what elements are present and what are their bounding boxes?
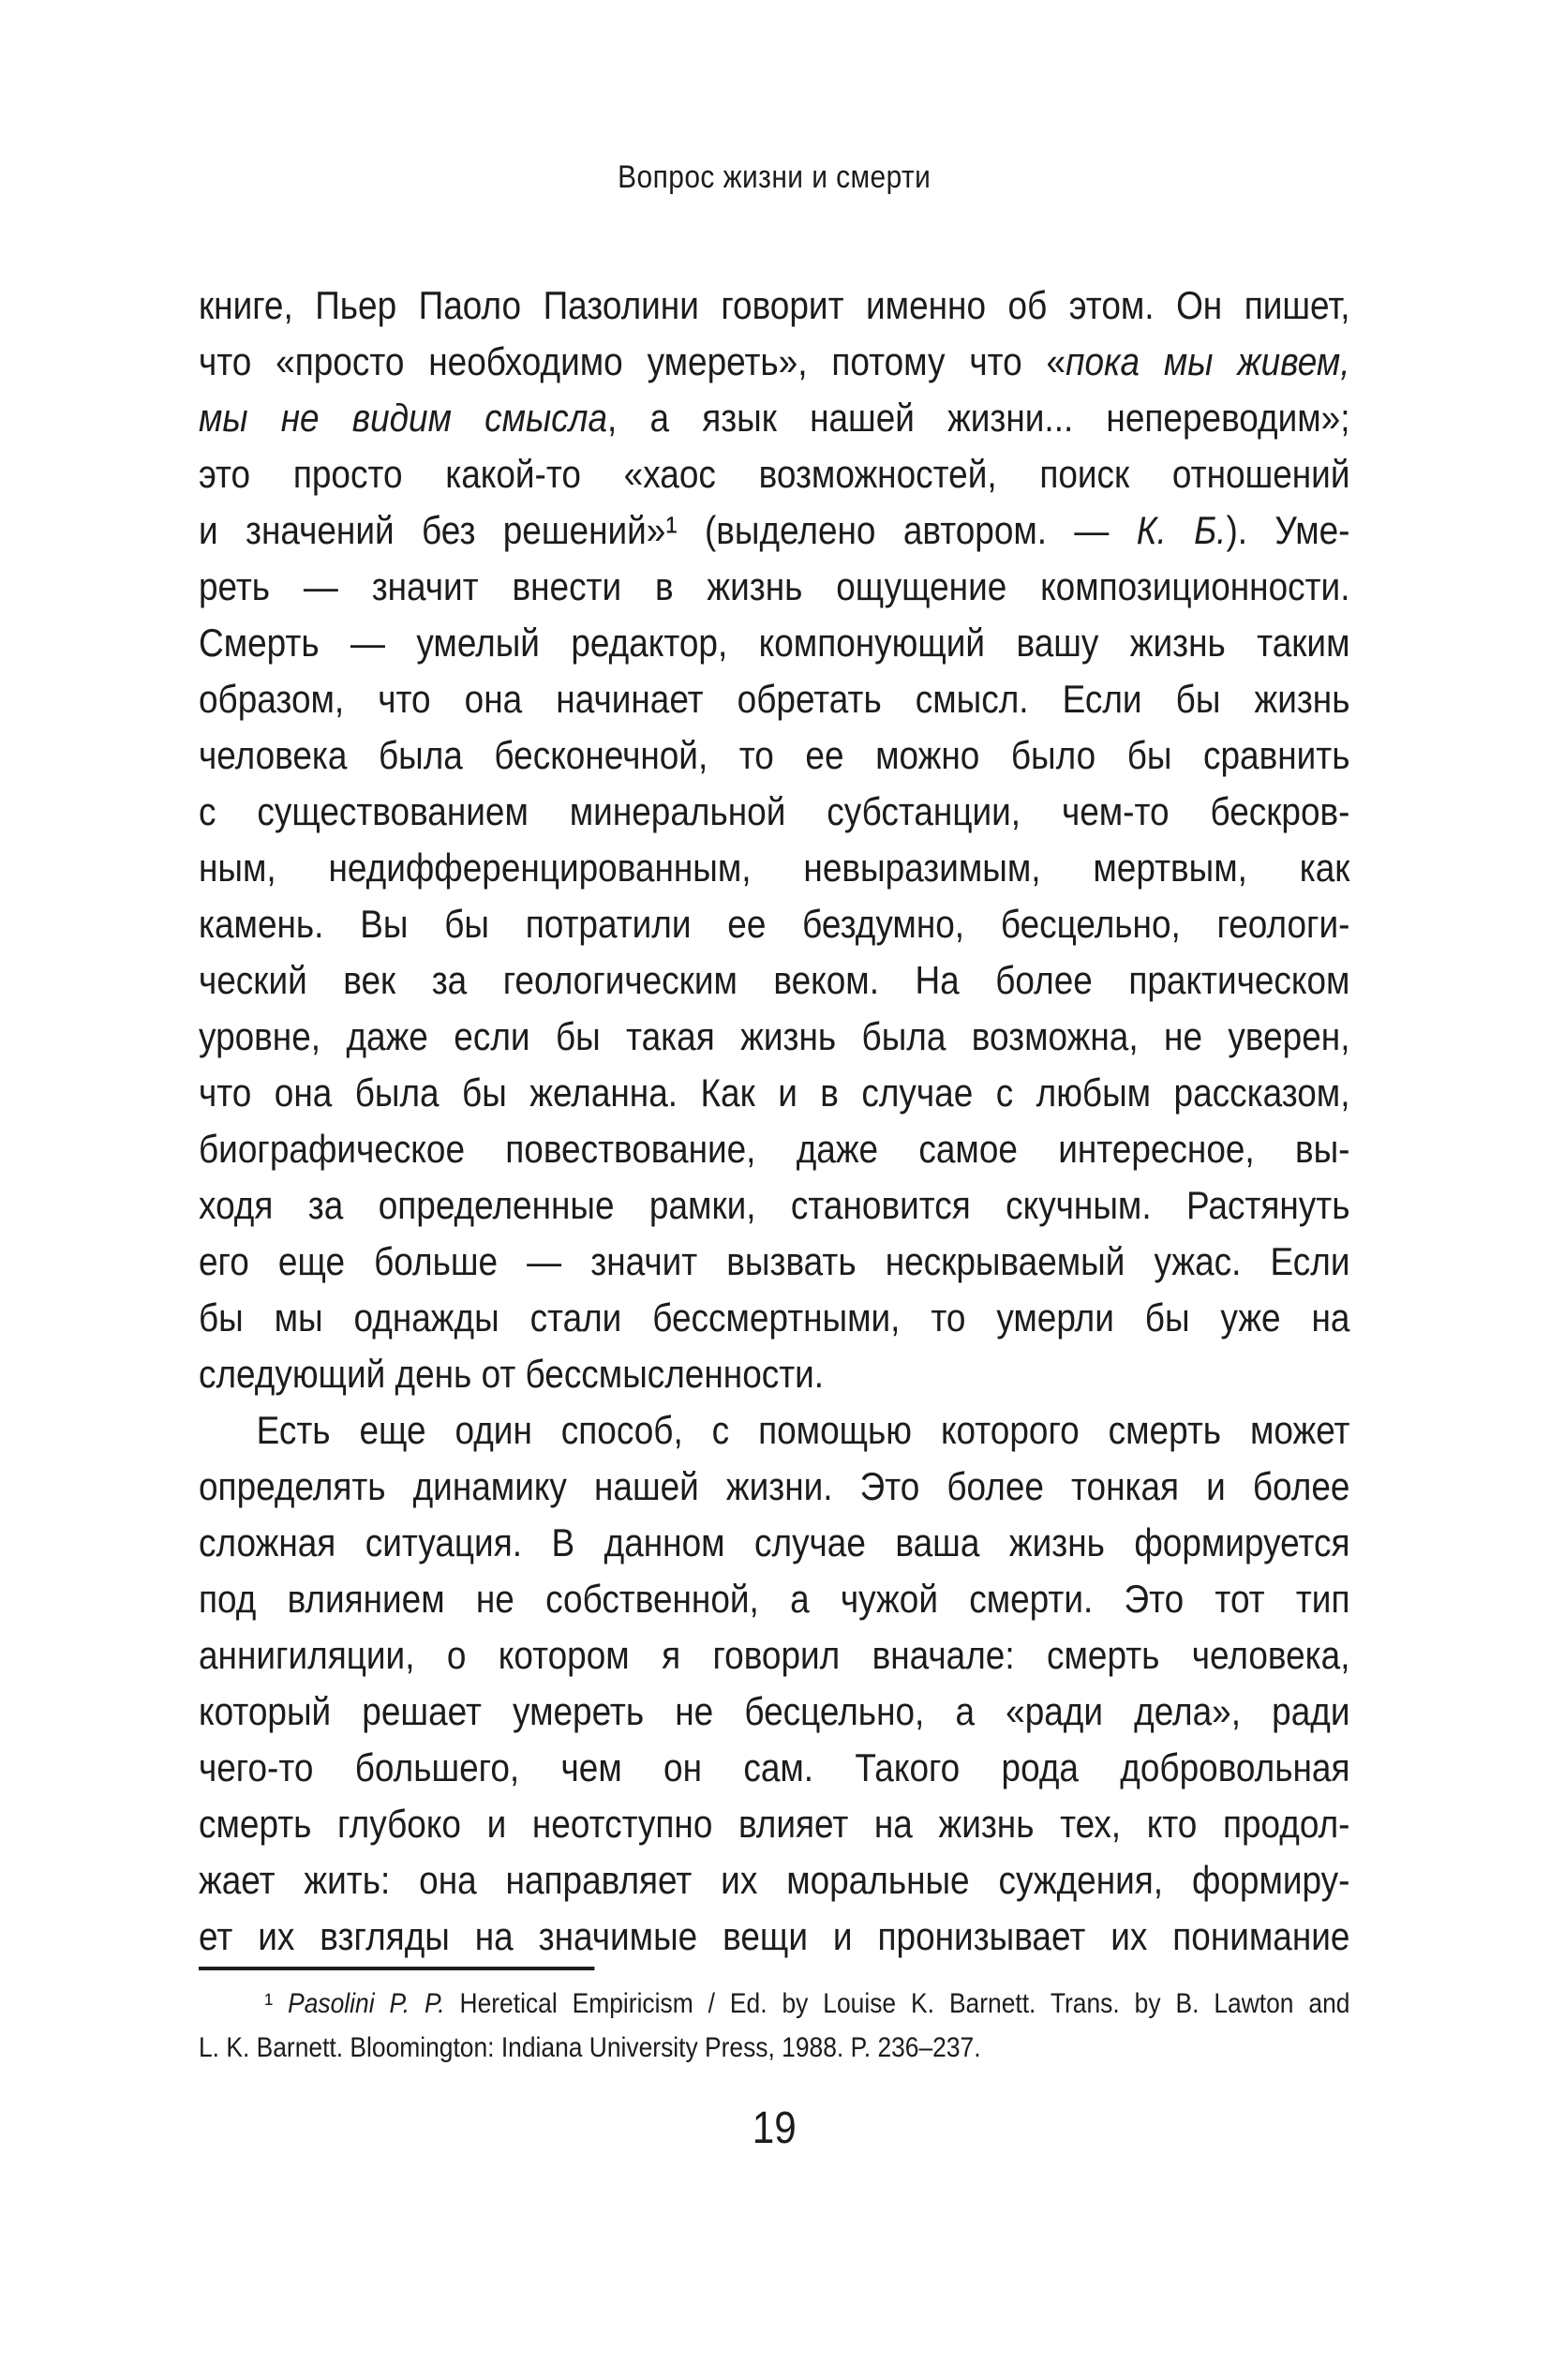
- text-segment: Смерть — умелый редактор, компонующий вашу жизнь таким: [199, 621, 1350, 665]
- text-line: [199, 1515, 1349, 1571]
- text-line: [199, 1982, 1349, 2026]
- text-line: [199, 502, 1349, 559]
- text-segment: ным, недифференцированным, невыразимым, мертвым, как: [199, 846, 1350, 890]
- text-line: [199, 1290, 1349, 1346]
- text-segment: биографическое повествование, даже самое интересное, вы-: [199, 1127, 1350, 1171]
- footnote-rule: [199, 1967, 594, 1970]
- text-line: [199, 727, 1349, 784]
- text-segment: ¹: [264, 1988, 289, 2019]
- text-segment: Есть еще один способ, с помощью которого смерть может: [256, 1408, 1350, 1452]
- text-line: [199, 390, 1349, 446]
- text-segment: уровне, даже если бы такая жизнь была возможна, не уверен,: [199, 1014, 1350, 1058]
- text-segment: человека была бесконечной, то ее можно было бы сравнить: [199, 733, 1350, 777]
- text-segment: что она была бы желанна. Как и в случае с любым рассказом,: [199, 1070, 1350, 1115]
- italic-text-segment: К. Б.: [1136, 508, 1227, 552]
- footnote-text: [199, 1982, 1349, 2070]
- text-line: [199, 1852, 1349, 1908]
- text-line: [199, 1459, 1349, 1515]
- text-segment: жает жить: она направляет их моральные суждения, формиру-: [199, 1858, 1350, 1902]
- text-segment: книге, Пьер Паоло Пазолини говорит именно об этом. Он пишет,: [199, 283, 1350, 327]
- italic-text-segment: мы не видим смысла: [199, 396, 608, 440]
- italic-text-segment: Pasolini P. P.: [288, 1988, 445, 2019]
- text-segment: с существованием минеральной субстанции, чем-то бескров-: [199, 789, 1350, 833]
- text-column: [199, 0, 1349, 2380]
- text-segment: реть — значит внести в жизнь ощущение композиционности.: [199, 564, 1350, 608]
- text-line: [199, 1121, 1349, 1177]
- text-line: [199, 446, 1349, 502]
- text-segment: , а язык нашей жизни... непереводим»;: [607, 396, 1350, 440]
- text-line: [199, 615, 1349, 671]
- text-segment: что «просто необходимо умереть», потому что «: [199, 339, 1066, 383]
- text-line: [199, 1796, 1349, 1852]
- text-segment: который решает умереть не бесцельно, а «ради дела», ради: [199, 1689, 1350, 1733]
- text-line: [199, 952, 1349, 1009]
- text-line: [199, 840, 1349, 896]
- text-segment: камень. Вы бы потратили ее бездумно, бесцельно, геологи-: [199, 902, 1350, 946]
- text-segment: ет их взгляды на значимые вещи и пронизывает их понимание: [199, 1914, 1350, 1958]
- text-line: [199, 559, 1349, 615]
- text-line: [199, 2026, 1349, 2070]
- text-segment: Heretical Empiricism / Ed. by Louise K. Barnett. Trans. by B. Lawton and: [444, 1988, 1350, 2019]
- text-line: [199, 1346, 1349, 1402]
- text-segment: ходя за определенные рамки, становится скучным. Растянуть: [199, 1183, 1350, 1227]
- text-segment: определять динамику нашей жизни. Это более тонкая и более: [199, 1464, 1350, 1508]
- text-line: [199, 896, 1349, 952]
- text-segment: ). Уме-: [1226, 508, 1350, 552]
- paragraph: [199, 1402, 1349, 1965]
- text-segment: аннигиляции, о котором я говорил вначале: смерть человека,: [199, 1633, 1350, 1677]
- text-line: [199, 1234, 1349, 1290]
- text-line: [199, 1684, 1349, 1740]
- text-segment: сложная ситуация. В данном случае ваша жизнь формируется: [199, 1520, 1350, 1564]
- text-segment: ческий век за геологическим веком. На более практическом: [199, 958, 1350, 1002]
- text-segment: бы мы однажды стали бессмертными, то умерли бы уже на: [199, 1295, 1350, 1340]
- text-segment: это просто какой-то «хаос возможностей, поиск отношений: [199, 452, 1350, 496]
- text-line: [199, 1402, 1349, 1459]
- text-segment: под влиянием не собственной, а чужой смерти. Это тот тип: [199, 1577, 1350, 1621]
- text-line: [199, 1009, 1349, 1065]
- text-segment: следующий день от бессмысленности.: [199, 1352, 825, 1396]
- text-segment: смерть глубоко и неотступно влияет на жизнь тех, кто продол-: [199, 1802, 1350, 1846]
- text-line: [199, 1908, 1349, 1965]
- text-segment: и значений без решений»¹ (выделено автором. —: [199, 508, 1137, 552]
- text-segment: его еще больше — значит вызвать нескрываемый ужас. Если: [199, 1239, 1350, 1283]
- text-line: [199, 1065, 1349, 1121]
- text-line: [199, 277, 1349, 334]
- text-segment: чего-то большего, чем он сам. Такого рода добровольная: [199, 1745, 1350, 1789]
- text-line: [199, 334, 1349, 390]
- text-line: [199, 671, 1349, 727]
- running-header: Вопрос жизни и смерти: [618, 159, 931, 195]
- page-number: 19: [752, 2103, 797, 2153]
- paragraph: [199, 277, 1349, 1402]
- text-line: [199, 784, 1349, 840]
- body-text: [199, 277, 1349, 1965]
- text-line: [199, 1627, 1349, 1684]
- text-line: [199, 1571, 1349, 1627]
- text-line: [199, 1177, 1349, 1234]
- text-segment: образом, что она начинает обретать смысл. Если бы жизнь: [199, 677, 1350, 721]
- italic-text-segment: пока мы живем,: [1066, 339, 1350, 383]
- text-segment: L. K. Barnett. Bloomington: Indiana University Press, 1988. P. 236–237.: [199, 2032, 981, 2063]
- text-line: [199, 1740, 1349, 1796]
